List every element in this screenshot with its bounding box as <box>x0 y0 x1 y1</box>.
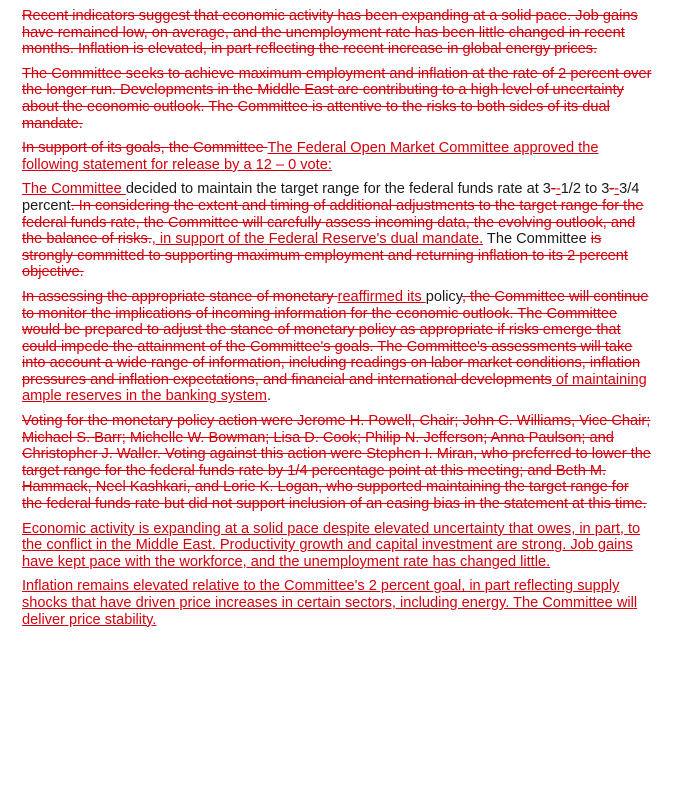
statement-paragraph <box>22 66 652 132</box>
unchanged-text: policy <box>425 288 462 305</box>
inserted-text: - <box>614 181 620 198</box>
inserted-text: - <box>555 181 561 198</box>
deleted-text: - <box>550 181 556 198</box>
deleted-text: is strongly committed to supporting maximum employment and returning inflation to its 2 percent objective. <box>22 231 628 281</box>
unchanged-text: The Committee <box>483 231 591 248</box>
deleted-text: The Committee seeks to achieve maximum employment and inflation at the rate of 2 percent over the longer run. Developments in the Middle East are contributing to a high level of uncertainty about the economic outlook. The Committee is attentive to the risks to both sides of its dual mandate. <box>22 65 652 132</box>
inserted-text: , in support of the Federal Reserve's dual mandate. <box>151 231 484 248</box>
deleted-text: . In considering the extent and timing of additional adjustments to the target range for the federal funds rate, the Committee will carefully assess incoming data, the evolving outlook, and the balance of risks. <box>22 197 644 248</box>
statement-paragraph <box>22 413 652 513</box>
inserted-text: reaffirmed its <box>337 288 426 305</box>
statement-paragraph <box>22 181 652 281</box>
inserted-text: The Committee <box>22 181 126 198</box>
inserted-text: The Federal Open Market Committee approved the following statement for release by a 12 – 0 vote: <box>22 140 599 173</box>
statement-paragraph <box>22 8 652 58</box>
unchanged-text: decided to maintain the target range for the federal funds rate at 3 <box>125 181 551 198</box>
redline-document <box>22 8 652 636</box>
statement-paragraph <box>22 289 652 405</box>
inserted-text: Inflation remains elevated relative to the Committee's 2 percent goal, in part reflecting supply shocks that have driven price increases in certain sectors, including energy. The Committee will deliver price stability. <box>22 578 638 628</box>
unchanged-text: 3/4 percent <box>22 181 640 214</box>
unchanged-text: . <box>266 388 272 405</box>
deleted-text: Voting for the monetary policy action were Jerome H. Powell, Chair; John C. Williams, Vice Chair; Michael S. Barr; Michelle W. Bowman; Lisa D. Cook; Philip N. Jefferson; Anna Paulson; and Christopher J. Waller. Voting against this action were Stephen I. Miran, who preferred to lower the target range for the federal funds rate by 1/4 percentage point at this meeting; and Beth M. Hammack, Neel Kashkari, and Lorie K. Logan, who supported maintaining the target range for the federal funds rate but did not support inclusion of an easing bias in the statement at this time. <box>22 413 651 513</box>
statement-paragraph <box>22 521 652 571</box>
deleted-text: , the Committee will continue to monitor the implications of incoming information for the economic outlook. The Committee would be prepared to adjust the stance of monetary policy as appropriate if risks emerge that could impede the attainment of the Committee's goals. The Committee's assessments will take into account a wide range of information, including readings on labor market conditions, inflation pressures and inflation expectations, and financial and international developments <box>22 288 649 388</box>
unchanged-text: 1/2 to 3 <box>560 181 610 198</box>
deleted-text: In assessing the appropriate stance of monetary <box>22 288 338 305</box>
deleted-text: Recent indicators suggest that economic activity has been expanding at a solid pace. Job gains have remained low, on average, and the unemployment rate has been little changed in recent months. Inflation is elevated, in part reflecting the recent increase in global energy prices. <box>22 8 638 58</box>
deleted-text: - <box>609 181 615 198</box>
statement-paragraph <box>22 578 652 628</box>
deleted-text: In support of its goals, the Committee <box>22 140 268 157</box>
statement-paragraph <box>22 140 652 173</box>
inserted-text: Economic activity is expanding at a solid pace despite elevated uncertainty that owes, in part, to the conflict in the Middle East. Productivity growth and capital investment are strong. Job gains have kept pace with the workforce, and the unemployment rate has changed little. <box>22 520 641 570</box>
inserted-text: of maintaining ample reserves in the banking system <box>22 371 647 405</box>
